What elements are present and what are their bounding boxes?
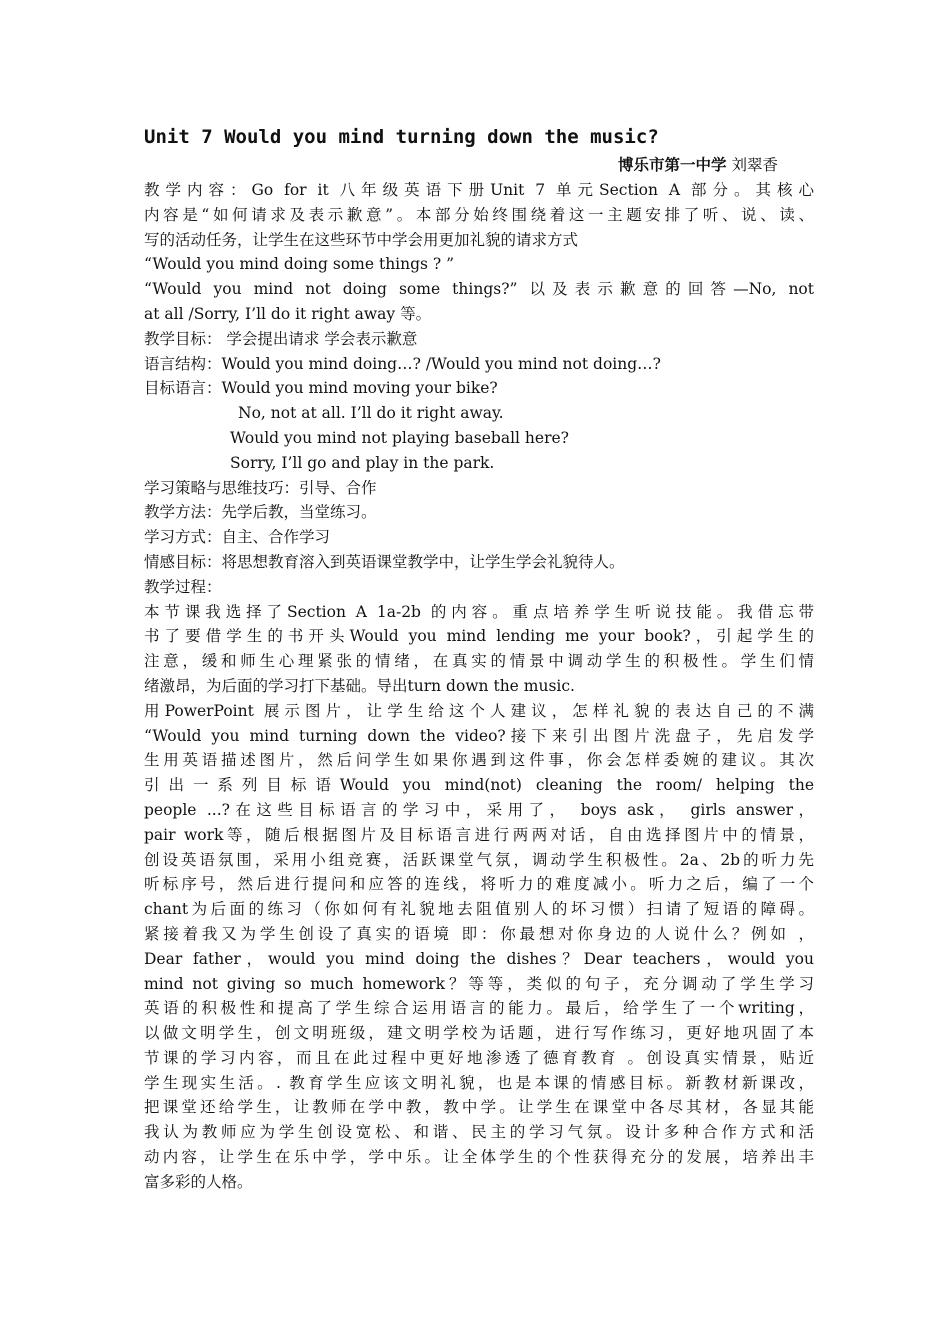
text-line: Sorry, I’ll go and play in the park. — [230, 453, 495, 472]
text-line: 目标语言：Would you mind moving your bike? — [144, 379, 498, 398]
text-line: 动内容，让学生在乐中学，学中乐。让全体学生的个性获得充分的发展，培养出丰 — [144, 1148, 814, 1167]
text-line: 写的活动任务，让学生在这些环节中学会用更加礼貌的请求方式 — [144, 230, 579, 249]
text-line: 情感目标：将思想教育溶入到英语课堂教学中，让学生学会礼貌待人。 — [144, 552, 625, 571]
text-line: 内容是“如何请求及表示歉意”。本部分始终围绕着这一主题安排了听、说、读、 — [144, 205, 814, 224]
text-line: 英语的积极性和提高了学生综合运用语言的能力。最后，给学生了一个writing， — [144, 999, 814, 1018]
text-line: 学生现实生活。. 教育学生应该文明礼貌，也是本课的情感目标。新教材新课改， — [144, 1073, 814, 1092]
text-line: 创设英语氛围，采用小组竞赛，活跃课堂气氛，调动学生积极性。2a、2b的听力先 — [144, 850, 814, 869]
text-line: 引出一系列目标语Would you mind(not) cleaning the room/ helping the — [144, 776, 814, 795]
text-line: people ...?在这些目标语言的学习中，采用了， boys ask， girls answer， — [144, 800, 814, 819]
text-line: 教学内容：Go for it 八年级英语下册Unit 7 单元Section A 部分。其核心 — [144, 181, 814, 199]
text-line: 学习方式：自主、合作学习 — [144, 528, 331, 547]
text-line: 紧接着我又为学生创设了真实的语境 即：你最想对你身边的人说什么？例如 ， — [144, 924, 814, 943]
text-line: chant为后面的练习（你如何有礼貌地去阻值别人的坏习惯）扫请了短语的障碍。 — [144, 900, 814, 919]
text-line: 语言结构：Would you mind doing…? /Would you mind not doing…? — [144, 354, 661, 373]
text-line: pair work等，随后根据图片及目标语言进行两两对话，自由选择图片中的情景， — [144, 825, 814, 844]
text-line: 教学目标： 学会提出请求 学会表示歉意 — [144, 329, 418, 348]
text-line: 用PowerPoint 展示图片，让学生给这个人建议，怎样礼貌的表达自己的不满 — [144, 701, 814, 720]
text-line: 生用英语描述图片，然后问学生如果你遇到这件事，你会怎样委婉的建议。其次 — [144, 751, 814, 770]
document-page — [144, 122, 814, 1195]
text-line: 绪激昂，为后面的学习打下基础。导出turn down the music. — [144, 676, 575, 695]
text-line: mind not giving so much homework？等等，类似的句子，充分调动了学生学习 — [144, 974, 814, 993]
text-line: 书了要借学生的书开头Would you mind lending me your book?，引起学生的 — [144, 627, 814, 646]
school-name: 博乐市第一中学 — [618, 155, 727, 174]
text-line: “Would you mind doing some things ? ” — [144, 255, 455, 274]
text-line: “Would you mind turning down the video?接下来引出图片洗盘子，先启发学 — [144, 726, 814, 745]
text-line: 听标序号，然后进行提问和应答的连线，将听力的难度减小。听力之后，编了一个 — [144, 875, 814, 894]
text-line: 把课堂还给学生，让教师在学中教，教中学。让学生在课堂中各尽其材，各显其能 — [144, 1098, 814, 1117]
author-name: 刘翠香 — [726, 156, 778, 174]
text-line: 以做文明学生，创文明班级，建文明学校为话题，进行写作练习，更好地巩固了本 — [144, 1024, 814, 1043]
text-line: 注意，缓和师生心理紧张的情绪，在真实的情景中调动学生的积极性。学生们情 — [144, 652, 814, 671]
text-line: 教学过程： — [144, 577, 222, 596]
text-line: 我认为教师应为学生创设宽松、和谐、民主的学习气氛。设计多种合作方式和活 — [144, 1123, 814, 1142]
author-line — [144, 152, 814, 178]
text-line: 本节课我选择了Section A 1a-2b 的内容。重点培养学生听说技能。我借忘带 — [144, 602, 814, 621]
text-line: No, not at all. I’ll do it right away. — [238, 404, 504, 423]
text-line: 富多彩的人格。 — [144, 1172, 253, 1191]
text-line: 学习策略与思维技巧：引导、合作 — [144, 478, 377, 497]
text-line: “Would you mind not doing some things?” 以及表示歉意的回答—No, not — [144, 280, 814, 299]
text-line: at all /Sorry, I’ll do it right away 等。 — [144, 304, 432, 323]
text-line: 节课的学习内容，而且在此过程中更好地渗透了德育教育 。创设真实情景，贴近 — [144, 1048, 814, 1067]
text-line: Would you mind not playing baseball here? — [230, 428, 569, 447]
text-line: Dear father，would you mind doing the dishes？Dear teachers，would you — [144, 949, 814, 968]
text-line: 教学方法：先学后教，当堂练习。 — [144, 503, 377, 522]
document-title: Unit 7 Would you mind turning down the music? — [144, 126, 659, 148]
